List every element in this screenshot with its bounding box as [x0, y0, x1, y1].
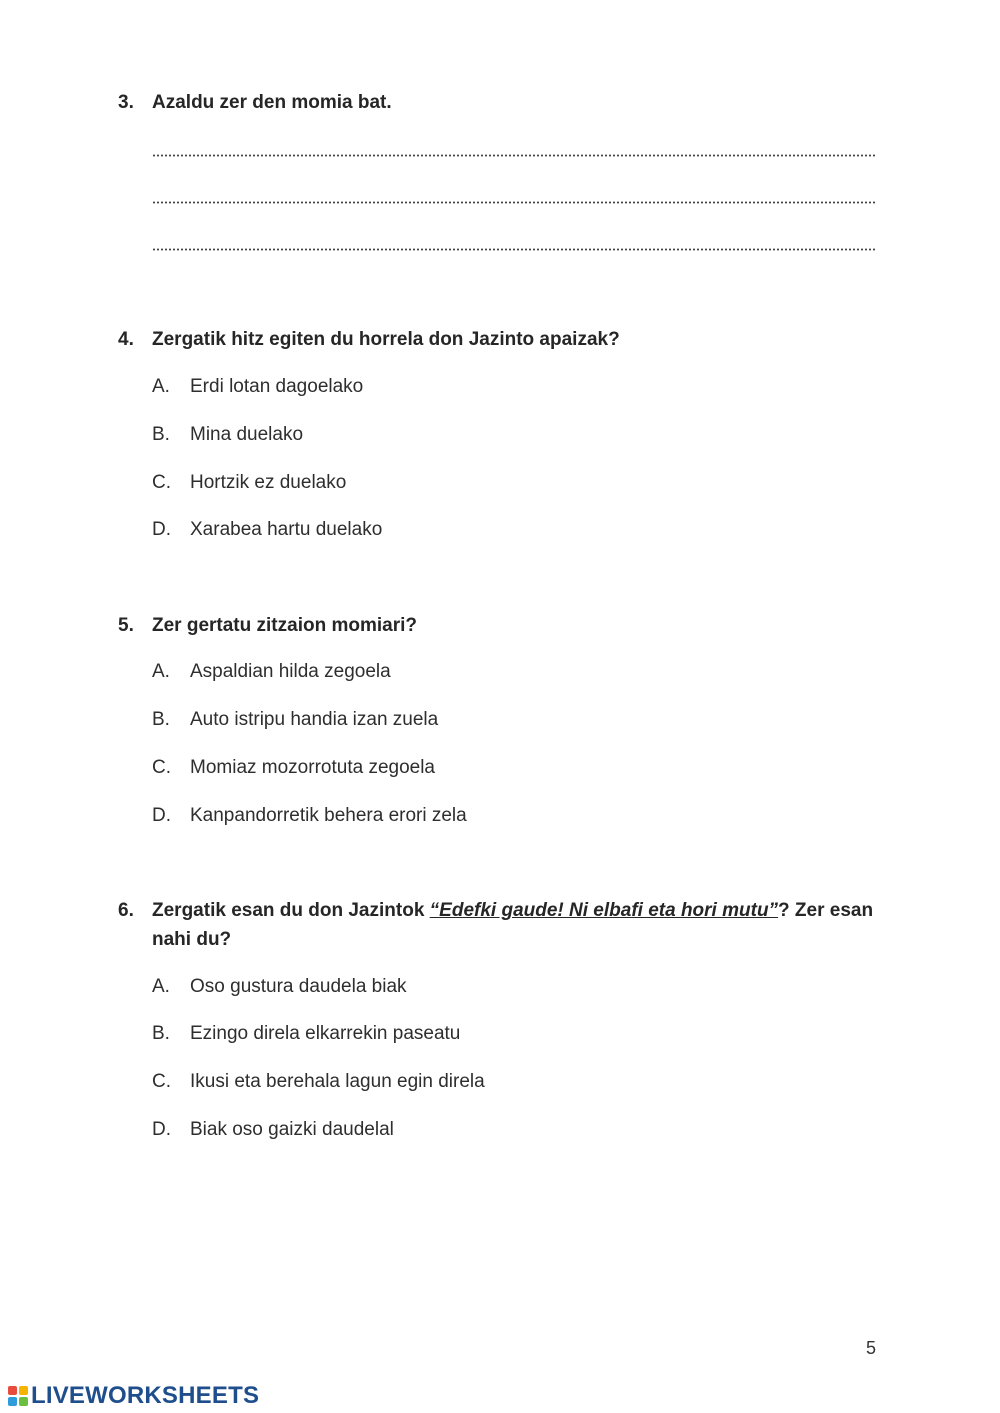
option-letter: A. [152, 976, 170, 997]
question-number: 6. [118, 900, 134, 921]
question-5 [118, 611, 417, 640]
option-text: Auto istripu handia izan zuela [190, 709, 439, 730]
option-4c[interactable] [152, 471, 346, 495]
option-5b[interactable] [152, 708, 438, 732]
option-6a[interactable] [152, 975, 407, 999]
question-text-before: Zergatik esan du don Jazintok [152, 900, 430, 921]
question-quote: “Edefki gaude! Ni elbafi eta hori mutu” [429, 900, 779, 921]
question-number: 5. [118, 615, 134, 636]
option-letter: A. [152, 376, 170, 397]
question-number: 3. [118, 92, 134, 113]
option-6b[interactable] [152, 1022, 460, 1046]
option-letter: B. [152, 709, 170, 730]
option-text: Biak oso gaizki daudelal [190, 1119, 394, 1140]
option-text: Momiaz mozorrotuta zegoela [190, 757, 435, 778]
option-letter: C. [152, 757, 171, 778]
option-4d[interactable] [152, 518, 382, 542]
option-text: Oso gustura daudela biak [190, 976, 407, 997]
option-text: Ikusi eta berehala lagun egin direla [190, 1071, 485, 1092]
option-letter: D. [152, 1119, 171, 1140]
question-3 [118, 88, 392, 117]
option-text: Hortzik ez duelako [190, 472, 347, 493]
answer-line-2[interactable] [152, 201, 876, 204]
option-text: Kanpandorretik behera erori zela [190, 805, 467, 826]
liveworksheets-logo-icon [8, 1386, 28, 1406]
option-letter: B. [152, 1023, 170, 1044]
question-text: Azaldu zer den momia bat. [152, 92, 392, 113]
option-letter: D. [152, 805, 171, 826]
logo-square-green [19, 1397, 28, 1406]
option-letter: C. [152, 472, 171, 493]
brand-name: LIVEWORKSHEETS [31, 1382, 260, 1409]
option-letter: A. [152, 661, 170, 682]
page-number: 5 [866, 1338, 877, 1358]
liveworksheets-footer[interactable] [8, 1382, 259, 1410]
option-4b[interactable] [152, 423, 303, 447]
option-text: Ezingo direla elkarrekin paseatu [190, 1023, 461, 1044]
option-5a[interactable] [152, 660, 391, 684]
option-letter: B. [152, 424, 170, 445]
option-5d[interactable] [152, 804, 467, 828]
option-6d[interactable] [152, 1118, 394, 1142]
option-6c[interactable] [152, 1070, 485, 1094]
question-text [152, 896, 888, 954]
question-number: 4. [118, 329, 134, 350]
question-text-after: ? Zer esan nahi du? [152, 900, 874, 950]
question-text: Zer gertatu zitzaion momiari? [152, 615, 417, 636]
question-text: Zergatik hitz egiten du horrela don Jazinto apaizak? [152, 329, 620, 350]
option-text: Xarabea hartu duelako [190, 519, 383, 540]
option-letter: C. [152, 1071, 171, 1092]
question-6 [118, 896, 888, 954]
option-text: Aspaldian hilda zegoela [190, 661, 391, 682]
answer-line-1[interactable] [152, 154, 876, 157]
logo-square-red [8, 1386, 17, 1395]
option-text: Erdi lotan dagoelako [190, 376, 364, 397]
option-4a[interactable] [152, 375, 363, 399]
question-4 [118, 325, 620, 354]
logo-square-blue [8, 1397, 17, 1406]
logo-square-yellow [19, 1386, 28, 1395]
option-5c[interactable] [152, 756, 435, 780]
answer-line-3[interactable] [152, 248, 876, 251]
option-letter: D. [152, 519, 171, 540]
option-text: Mina duelako [190, 424, 304, 445]
